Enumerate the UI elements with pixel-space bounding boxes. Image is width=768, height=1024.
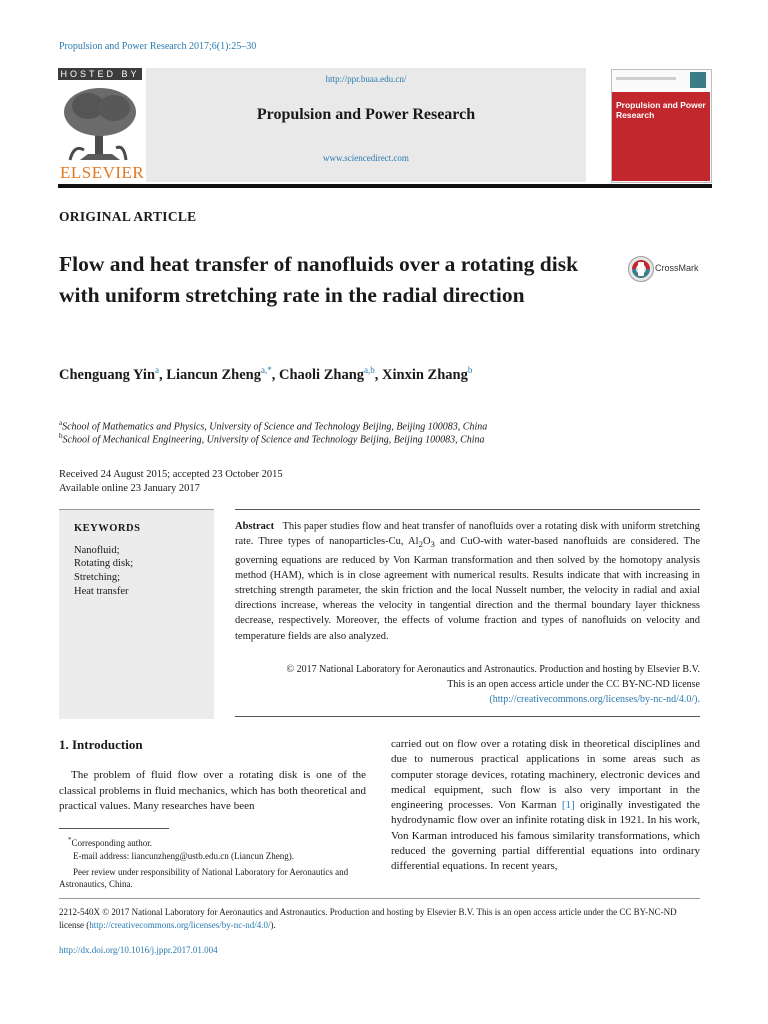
reference-link[interactable]: [1] <box>561 799 575 812</box>
affiliation-text: School of Mathematics and Physics, University of Science and Technology Beijing, Beijing 100083, China <box>62 421 488 433</box>
issn-text: 2212-540X © 2017 National Laboratory for Aeronautics and Astronautics. Production and hosting by Elsevier B.V. This is an open access article under the CC BY-NC-ND license ( <box>59 907 677 930</box>
author-affiliation-marker[interactable]: b <box>467 365 473 375</box>
abstract-copyright <box>235 662 700 707</box>
issn-copyright <box>59 906 700 932</box>
license-line: This is an open access article under the CC BY-NC-ND license <box>447 679 700 690</box>
received-date: Received 24 August 2015; accepted 23 October 2015 <box>59 469 283 480</box>
keyword: Heat transfer <box>74 586 129 597</box>
journal-citation[interactable]: Propulsion and Power Research 2017;6(1):25–30 <box>59 41 257 52</box>
footnote-email: E-mail address: liancunzheng@ustb.edu.cn (Liancun Zheng). <box>73 851 294 861</box>
footnote-peer-review: Peer review under responsibility of National Laboratory for Aeronautics and Astronautics, China. <box>59 867 349 889</box>
abstract-text: O <box>422 536 431 548</box>
keywords-heading: KEYWORDS <box>74 523 141 534</box>
license-link[interactable]: (http://creativecommons.org/licenses/by-nc-nd/4.0/). <box>489 694 700 705</box>
section-heading-introduction: 1. Introduction <box>59 737 143 752</box>
cover-emblem <box>690 72 706 88</box>
author-name: Chaoli Zhang <box>278 366 365 383</box>
footer-rule <box>59 898 700 899</box>
issn-text-end: ). <box>270 920 276 930</box>
author-affiliation-marker[interactable]: a,* <box>260 365 272 375</box>
author-affiliation-marker[interactable]: a <box>155 365 160 375</box>
article-type: ORIGINAL ARTICLE <box>59 209 197 224</box>
author-affiliation-marker[interactable]: a,b <box>364 365 375 375</box>
affiliation-marker: a <box>59 419 63 427</box>
author-list: Chenguang Yin$^a$, Liancun Zheng$^{a,*}$, Chaoli Zhang$^{a,b}$, Xinxin Zhang$^b$ <box>59 365 473 383</box>
author-name: Liancun Zheng <box>166 366 261 383</box>
intro-text: carried out on flow over a rotating disk in theoretical disciplines and due to numerous practical applications in some areas such as computer storage devices, rotating machinery, electronic devices and medical equipment, such flow is also very important in the engineering processes. Von Karman <box>391 738 700 812</box>
affiliation-marker: b <box>59 432 63 440</box>
journal-title: Propulsion and Power Research <box>256 106 476 123</box>
affiliation-text: School of Mechanical Engineering, University of Science and Technology Beijing, Beijing 100083, China <box>62 434 485 446</box>
keywords-box <box>59 509 214 719</box>
affiliation <box>59 419 487 432</box>
header-divider <box>58 184 712 188</box>
footnote-rule <box>59 828 169 829</box>
author-name: Chenguang Yin <box>59 366 156 383</box>
abstract-text: This paper studies flow and heat transfer of nanofluids over a rotating disk with uniform stretching rate. Three types of nanoparticles-Cu, Al <box>235 521 700 548</box>
crossmark-label[interactable]: CrossMark <box>655 263 699 273</box>
affiliation <box>59 432 485 445</box>
cover-top-bar <box>616 77 676 80</box>
article-title: Flow and heat transfer of nanofluids over a rotating disk with uniform stretching rate in the radial direction <box>59 252 579 307</box>
abstract-top-rule <box>235 509 700 510</box>
intro-text: originally investigated the hydrodynamic flow over an infinite rotating disk in 1921. In his work, Von Karman introduced his famous similarity transformations, which reduced the governing partial differential equations into ordinary differential equations. In recent years, <box>391 799 700 873</box>
journal-banner <box>146 68 586 182</box>
author-name: Xinxin Zhang <box>382 366 468 383</box>
keyword: Nanofluid; <box>74 545 120 556</box>
sciencedirect-link[interactable]: www.sciencedirect.com <box>323 153 409 163</box>
intro-left-column: The problem of fluid flow over a rotating disk is one of the classical problems in fluid mechanics, which has both theoretical and practical values. Many researches have been <box>59 769 366 812</box>
crossmark-icon[interactable] <box>627 255 655 283</box>
journal-url-link[interactable]: http://ppr.buaa.edu.cn/ <box>325 74 407 84</box>
footnote-corresponding: *Corresponding author. <box>68 836 152 848</box>
intro-right-column <box>391 737 700 875</box>
keyword: Stretching; <box>74 572 121 583</box>
cover-title: Propulsion and Power Research <box>616 100 706 120</box>
abstract-bottom-rule <box>235 716 700 717</box>
license-link[interactable]: http://creativecommons.org/licenses/by-nc-nd/4.0/ <box>89 920 271 930</box>
abstract-label: Abstract <box>235 521 275 532</box>
abstract-body <box>235 519 700 644</box>
subscript: 3 <box>430 539 435 550</box>
subscript: 2 <box>418 539 423 550</box>
copyright-line: © 2017 National Laboratory for Aeronautics and Astronautics. Production and hosting by Elsevier B.V. <box>286 664 700 675</box>
elsevier-tree-logo <box>60 84 140 164</box>
abstract-text: and CuO-with water-based nanofluids are considered. The governing equations are reduced by Von Karman transformation and then solved by the homotopy analysis method (HAM), which is in close agreement with numerical results. Results indicate that with increasing in stretching strength parameter, the skin friction and the local Nusselt number, the velocity in radial and axial directions increase, whereas the velocity in tangential direction and the thermal boundary layer thickness decrease, respectively. Moreover, the effects of volume fraction and types of nanofluids on velocity and temperature fields are also analyzed. <box>235 536 700 642</box>
keyword: Rotating disk; <box>74 558 134 569</box>
available-date: Available online 23 January 2017 <box>59 483 200 494</box>
doi-link[interactable]: http://dx.doi.org/10.1016/j.jppr.2017.01.004 <box>59 945 218 955</box>
elsevier-wordmark: ELSEVIER <box>60 163 145 182</box>
hosted-by-label: HOSTED BY <box>58 68 142 80</box>
